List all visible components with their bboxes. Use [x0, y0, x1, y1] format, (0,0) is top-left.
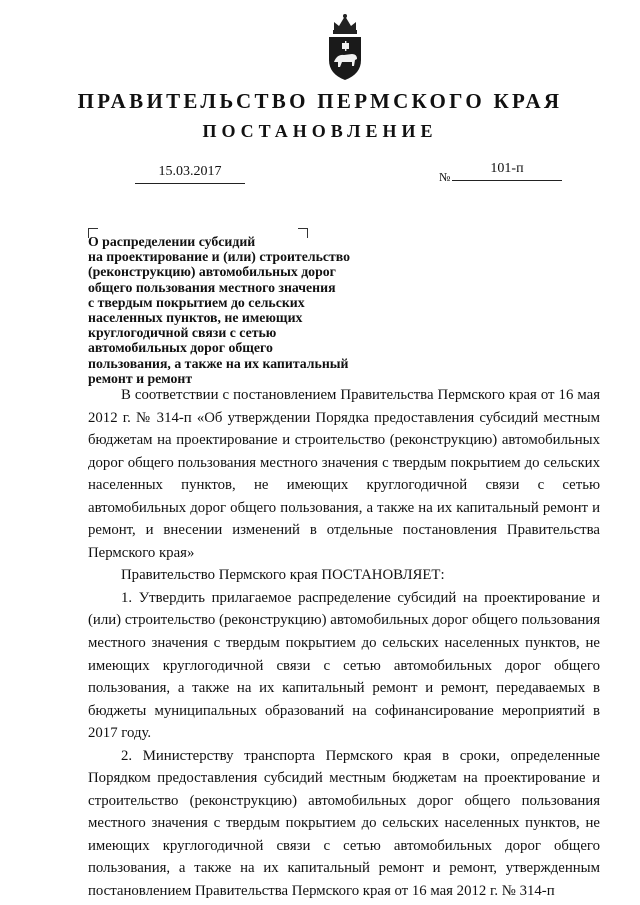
document-type: ПОСТАНОВЛЕНИЕ: [202, 121, 438, 141]
government-title: ПРАВИТЕЛЬСТВО ПЕРМСКОГО КРАЯ: [77, 89, 563, 113]
item-1-paragraph: 1. Утвердить прилагаемое распределение субсидий на проектирование и (или) строительство (реконструкцию) автомобильных дорог общего пользования местного значения с твердым покрытием до сельских населенных пунктов, не имеющих круглогодичной связи с сетью автомобильных дорог общего пользования, а также на их капитальный ремонт и ремонт, передаваемых в бюджеты муниципальных образований на софинансирование мероприятий в 2017 году.: [88, 589, 600, 742]
subject-line: на проектирование и (или) строительство: [88, 249, 351, 265]
preamble-paragraph: В соответствии с постановлением Правительства Пермского края от 16 мая 2012 г. № 314-п «Об утверждении Порядка предоставления субсидий местным бюджетам на проектирование и строительство (реконструкцию) автомобильных дорог общего пользования местного значения с твердым покрытием до сельских населенных пунктов, не имеющих круглогодичной связи с сетью автомобильных дорог общего пользования, а также на их капитальный ремонт и ремонт, и внесении изменений в отдельные постановления Правительства Пермского края»: [88, 387, 600, 561]
document-number: 101-п: [452, 161, 562, 181]
subject-line: О распределении субсидий: [88, 234, 256, 249]
subject-line: общего пользования местного значения: [88, 279, 336, 295]
document-date: 15.03.2017: [135, 164, 245, 184]
perm-krai-coat-of-arms-icon: [326, 10, 364, 82]
decree-paragraph: Правительство Пермского края ПОСТАНОВЛЯЕТ:: [121, 567, 445, 584]
subject-line: ремонт и ремонт: [88, 370, 193, 386]
subject-line: круглогодичной связи с сетью: [88, 325, 277, 341]
subject-line: автомобильных дорог общего: [88, 340, 273, 356]
document-body: [88, 384, 600, 903]
number-sign: №: [439, 170, 451, 184]
subject-line: населенных пунктов, не имеющих: [88, 310, 303, 326]
subject-line: (реконструкцию) автомобильных дорог: [88, 264, 336, 280]
item-2-paragraph: 2. Министерству транспорта Пермского края в сроки, определенные Порядком предоставления субсидий местным бюджетам на проектирование и строительство (реконструкцию) автомобильных дорог общего пользования местного значения с твердым покрытием до сельских населенных пунктов, не имеющих круглогодичной связи с сетью автомобильных дорог общего пользования, а также на их капитальный ремонт и ремонт, утвержденным постановлением Правительства Пермского края от 16 мая 2012 г. № 314-п: [88, 747, 600, 900]
subject-line: с твердым покрытием до сельских: [88, 294, 305, 310]
document-subject: [88, 234, 388, 386]
subject-line: пользования, а также на их капитальный: [88, 355, 349, 371]
